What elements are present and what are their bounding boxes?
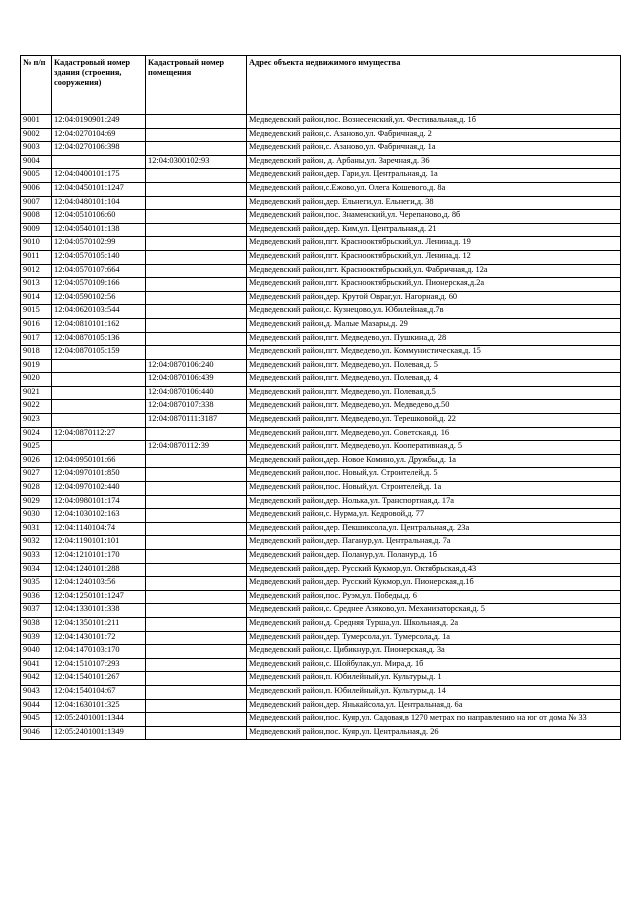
- cell-address: Медведевский район,дер. Нолька,ул. Транспортная,д. 17а: [247, 495, 621, 509]
- cell-premises-cadastral: [146, 617, 247, 631]
- table-row: [21, 427, 621, 441]
- cell-number: 9007: [21, 196, 52, 210]
- table-row: [21, 685, 621, 699]
- table-row: [21, 414, 621, 428]
- cell-number: 9020: [21, 373, 52, 387]
- cell-address: Медведевский район,пос. Новый,ул. Строителей,д. 1а: [247, 482, 621, 496]
- cell-number: 9001: [21, 115, 52, 129]
- cell-building-cadastral: [52, 400, 146, 414]
- cell-premises-cadastral: [146, 169, 247, 183]
- table-row: [21, 645, 621, 659]
- cell-number: 9021: [21, 386, 52, 400]
- cell-building-cadastral: 12:04:0270104:69: [52, 128, 146, 142]
- cell-number: 9003: [21, 142, 52, 156]
- cell-number: 9008: [21, 210, 52, 224]
- cell-number: 9042: [21, 672, 52, 686]
- cell-premises-cadastral: [146, 645, 247, 659]
- cell-premises-cadastral: [146, 726, 247, 740]
- cell-number: 9005: [21, 169, 52, 183]
- cell-number: 9037: [21, 604, 52, 618]
- cell-number: 9009: [21, 223, 52, 237]
- header-premises-cadastral: Кадастровый номер помещения: [146, 56, 247, 115]
- cell-number: 9017: [21, 332, 52, 346]
- cell-building-cadastral: 12:04:0570102:99: [52, 237, 146, 251]
- cell-number: 9002: [21, 128, 52, 142]
- cell-address: Медведевский район,пгт. Медведево,ул. Терешковой,д. 22: [247, 414, 621, 428]
- cell-premises-cadastral: [146, 713, 247, 727]
- cell-premises-cadastral: 12:04:0870111:3187: [146, 414, 247, 428]
- cell-address: Медведевский район,пгт. Медведево,ул. Кооперативная,д. 5: [247, 441, 621, 455]
- cell-number: 9046: [21, 726, 52, 740]
- cell-address: Медведевский район,п. Юбилейный,ул. Культуры,д. 14: [247, 685, 621, 699]
- cell-building-cadastral: 12:04:1630101:325: [52, 699, 146, 713]
- cell-premises-cadastral: [146, 210, 247, 224]
- cell-number: 9036: [21, 590, 52, 604]
- table-row: [21, 332, 621, 346]
- cell-address: Медведевский район,пгт. Медведево,ул. Советская,д. 16: [247, 427, 621, 441]
- cell-address: Медведевский район,дер. Русский Кукмор,ул. Октябрьская,д.43: [247, 563, 621, 577]
- cell-building-cadastral: [52, 414, 146, 428]
- cell-number: 9016: [21, 318, 52, 332]
- table-row: [21, 142, 621, 156]
- cell-address: Медведевский район,дер. Ким,ул. Центральная,д. 21: [247, 223, 621, 237]
- cell-building-cadastral: 12:04:0510106:60: [52, 210, 146, 224]
- cell-premises-cadastral: [146, 536, 247, 550]
- cell-premises-cadastral: [146, 291, 247, 305]
- cell-address: Медведевский район,с. Азаново,ул. Фабричная,д. 1а: [247, 142, 621, 156]
- cell-premises-cadastral: [146, 142, 247, 156]
- cell-premises-cadastral: [146, 604, 247, 618]
- cell-premises-cadastral: [146, 672, 247, 686]
- cell-address: Медведевский район,дер. Поланур,ул. Поланур,д. 1б: [247, 550, 621, 564]
- table-row: [21, 726, 621, 740]
- cell-number: 9018: [21, 346, 52, 360]
- cell-address: Медведевский район,дер. Янькайсола,ул. Центральная,д. 6а: [247, 699, 621, 713]
- table-row: [21, 536, 621, 550]
- table-row: [21, 509, 621, 523]
- table-row: [21, 278, 621, 292]
- table-row: [21, 318, 621, 332]
- cell-building-cadastral: 12:04:0570105:140: [52, 250, 146, 264]
- cell-premises-cadastral: [146, 631, 247, 645]
- cell-building-cadastral: 12:04:1190101:101: [52, 536, 146, 550]
- cell-number: 9041: [21, 658, 52, 672]
- cell-premises-cadastral: 12:04:0870106:240: [146, 359, 247, 373]
- cell-address: Медведевский район,пгт. Краснооктябрьский,ул. Ленина,д. 19: [247, 237, 621, 251]
- table-row: [21, 482, 621, 496]
- table-row: [21, 223, 621, 237]
- cell-premises-cadastral: [146, 495, 247, 509]
- cell-address: Медведевский район,с.Ежово,ул. Олега Кошевого,д. 8а: [247, 182, 621, 196]
- cell-premises-cadastral: 12:04:0870112:39: [146, 441, 247, 455]
- cell-premises-cadastral: [146, 468, 247, 482]
- cell-address: Медведевский район,пгт. Краснооктябрьский,ул. Фабричная,д. 12а: [247, 264, 621, 278]
- cell-number: 9040: [21, 645, 52, 659]
- cell-number: 9034: [21, 563, 52, 577]
- cell-building-cadastral: 12:04:1350101:211: [52, 617, 146, 631]
- cell-address: Медведевский район,пгт. Краснооктябрьский,ул. Пионерская,д.2а: [247, 278, 621, 292]
- cell-premises-cadastral: [146, 685, 247, 699]
- table-row: [21, 386, 621, 400]
- cell-address: Медведевский район,дер. Новое Комино,ул. Дружбы,д. 1а: [247, 454, 621, 468]
- cell-address: Медведевский район,с. Азаново,ул. Фабричная,д. 2: [247, 128, 621, 142]
- cell-address: Медведевский район,с. Шойбулак,ул. Мира,д. 1б: [247, 658, 621, 672]
- cell-address: Медведевский район,дер. Крутой Овраг,ул. Нагорная,д. 60: [247, 291, 621, 305]
- table-row: [21, 250, 621, 264]
- cell-building-cadastral: [52, 441, 146, 455]
- cell-address: Медведевский район,дер. Тумерсола,ул. Тумерсола,д. 1а: [247, 631, 621, 645]
- cell-premises-cadastral: [146, 509, 247, 523]
- table-row: [21, 115, 621, 129]
- table-row: [21, 155, 621, 169]
- cell-number: 9014: [21, 291, 52, 305]
- cell-premises-cadastral: [146, 346, 247, 360]
- cell-address: Медведевский район,пос. Куяр,ул. Центральная,д. 26: [247, 726, 621, 740]
- header-address: Адрес объекта недвижимого имущества: [247, 56, 621, 115]
- cell-building-cadastral: [52, 155, 146, 169]
- cell-building-cadastral: 12:04:0950101:66: [52, 454, 146, 468]
- cell-address: Медведевский район,пгт. Медведево,ул. Полевая,д.5: [247, 386, 621, 400]
- cell-building-cadastral: 12:04:0620103:544: [52, 305, 146, 319]
- cell-premises-cadastral: 12:04:0870106:439: [146, 373, 247, 387]
- cell-building-cadastral: 12:04:1510107:293: [52, 658, 146, 672]
- cell-building-cadastral: 12:04:1430101:72: [52, 631, 146, 645]
- cell-premises-cadastral: [146, 577, 247, 591]
- cell-premises-cadastral: [146, 332, 247, 346]
- cell-building-cadastral: 12:04:0870105:159: [52, 346, 146, 360]
- cell-number: 9044: [21, 699, 52, 713]
- cell-number: 9039: [21, 631, 52, 645]
- cell-building-cadastral: [52, 359, 146, 373]
- cell-building-cadastral: 12:04:1140104:74: [52, 522, 146, 536]
- cell-premises-cadastral: 12:04:0300102:93: [146, 155, 247, 169]
- cell-address: Медведевский район,с. Кузнецово,ул. Юбилейная,д.7в: [247, 305, 621, 319]
- table-row: [21, 631, 621, 645]
- cell-premises-cadastral: 12:04:0870106:440: [146, 386, 247, 400]
- cell-premises-cadastral: [146, 223, 247, 237]
- cell-address: Медведевский район,пгт. Медведево,ул. Полевая,д. 4: [247, 373, 621, 387]
- cell-building-cadastral: 12:04:1240103:56: [52, 577, 146, 591]
- header-building-cadastral: Кадастровый номер здания (строения, сооружения): [52, 56, 146, 115]
- cell-building-cadastral: 12:04:1030102:163: [52, 509, 146, 523]
- cell-premises-cadastral: [146, 590, 247, 604]
- property-registry-table: [20, 55, 621, 740]
- cell-address: Медведевский район,дер. Русский Кукмор,ул. Пионерская,д.1б: [247, 577, 621, 591]
- cell-address: Медведевский район, д. Арбаны,ул. Заречная,д. 36: [247, 155, 621, 169]
- cell-building-cadastral: 12:04:0870105:136: [52, 332, 146, 346]
- table-row: [21, 400, 621, 414]
- cell-premises-cadastral: [146, 427, 247, 441]
- cell-building-cadastral: 12:04:0540101:138: [52, 223, 146, 237]
- table-row: [21, 210, 621, 224]
- cell-address: Медведевский район,с. Нурма,ул. Кедровой,д. 77: [247, 509, 621, 523]
- cell-number: 9004: [21, 155, 52, 169]
- cell-building-cadastral: 12:04:1330101:338: [52, 604, 146, 618]
- table-row: [21, 550, 621, 564]
- cell-premises-cadastral: [146, 658, 247, 672]
- cell-building-cadastral: 12:04:0870112:27: [52, 427, 146, 441]
- table-row: [21, 522, 621, 536]
- cell-number: 9022: [21, 400, 52, 414]
- cell-number: 9006: [21, 182, 52, 196]
- table-header-row: [21, 56, 621, 115]
- cell-number: 9032: [21, 536, 52, 550]
- cell-number: 9010: [21, 237, 52, 251]
- table-row: [21, 495, 621, 509]
- cell-number: 9024: [21, 427, 52, 441]
- cell-address: Медведевский район,пгт. Медведево,ул. Полевая,д. 5: [247, 359, 621, 373]
- cell-number: 9011: [21, 250, 52, 264]
- cell-premises-cadastral: [146, 264, 247, 278]
- table-row: [21, 169, 621, 183]
- cell-number: 9027: [21, 468, 52, 482]
- table-row: [21, 672, 621, 686]
- cell-address: Медведевский район,пгт. Краснооктябрьский,ул. Ленина,д. 12: [247, 250, 621, 264]
- cell-premises-cadastral: [146, 305, 247, 319]
- cell-premises-cadastral: [146, 318, 247, 332]
- cell-number: 9045: [21, 713, 52, 727]
- cell-building-cadastral: 12:04:0970101:850: [52, 468, 146, 482]
- cell-number: 9038: [21, 617, 52, 631]
- table-row: [21, 617, 621, 631]
- cell-premises-cadastral: [146, 128, 247, 142]
- cell-building-cadastral: [52, 386, 146, 400]
- cell-address: Медведевский район,пгт. Медведево,ул. Коммунистическая,д. 15: [247, 346, 621, 360]
- cell-building-cadastral: 12:05:2401001:1349: [52, 726, 146, 740]
- cell-address: Медведевский район,пос. Руэм,ул. Победы,д. 6: [247, 590, 621, 604]
- cell-number: 9025: [21, 441, 52, 455]
- table-row: [21, 604, 621, 618]
- table-row: [21, 237, 621, 251]
- table-row: [21, 713, 621, 727]
- cell-address: Медведевский район,пгт. Медведево,ул. Медведево,д.50: [247, 400, 621, 414]
- cell-premises-cadastral: [146, 250, 247, 264]
- table-row: [21, 658, 621, 672]
- cell-number: 9043: [21, 685, 52, 699]
- cell-address: Медведевский район,пос. Вознесенский,ул. Фестивальная,д. 1б: [247, 115, 621, 129]
- cell-building-cadastral: 12:04:1470103:170: [52, 645, 146, 659]
- cell-building-cadastral: 12:04:0570109:166: [52, 278, 146, 292]
- cell-premises-cadastral: [146, 196, 247, 210]
- table-row: [21, 441, 621, 455]
- cell-premises-cadastral: [146, 550, 247, 564]
- cell-number: 9029: [21, 495, 52, 509]
- cell-address: Медведевский район,дер. Гари,ул. Центральная,д. 1а: [247, 169, 621, 183]
- cell-building-cadastral: 12:04:1210101:170: [52, 550, 146, 564]
- cell-building-cadastral: [52, 373, 146, 387]
- table-row: [21, 182, 621, 196]
- table-row: [21, 454, 621, 468]
- table-row: [21, 196, 621, 210]
- cell-address: Медведевский район,с. Цибикнур,ул. Пионерская,д. 3а: [247, 645, 621, 659]
- cell-address: Медведевский район,дер. Ельнеги,ул. Ельнеги,д. 38: [247, 196, 621, 210]
- cell-number: 9026: [21, 454, 52, 468]
- cell-number: 9013: [21, 278, 52, 292]
- table-row: [21, 373, 621, 387]
- cell-number: 9030: [21, 509, 52, 523]
- cell-premises-cadastral: 12:04:0870107:338: [146, 400, 247, 414]
- cell-building-cadastral: 12:04:1240101:288: [52, 563, 146, 577]
- cell-building-cadastral: 12:04:0450101:1247: [52, 182, 146, 196]
- cell-address: Медведевский район,дер. Паганур,ул. Центральная,д. 7а: [247, 536, 621, 550]
- cell-building-cadastral: 12:04:0190901:249: [52, 115, 146, 129]
- table-row: [21, 699, 621, 713]
- cell-building-cadastral: 12:04:0570107:664: [52, 264, 146, 278]
- table-row: [21, 577, 621, 591]
- cell-building-cadastral: 12:04:0980101:174: [52, 495, 146, 509]
- cell-address: Медведевский район,п. Юбилейный,ул. Культуры,д. 1: [247, 672, 621, 686]
- cell-address: Медведевский район,пгт. Медведево,ул. Пушкина,д. 28: [247, 332, 621, 346]
- cell-number: 9031: [21, 522, 52, 536]
- cell-premises-cadastral: [146, 699, 247, 713]
- table-row: [21, 264, 621, 278]
- cell-address: Медведевский район,пос. Знаменский,ул. Черепаново,д. 8б: [247, 210, 621, 224]
- cell-address: Медведевский район,пос. Куяр,ул. Садовая,в 1270 метрах по направлению на юг от дома № 33: [247, 713, 621, 727]
- table-row: [21, 346, 621, 360]
- cell-premises-cadastral: [146, 454, 247, 468]
- cell-number: 9012: [21, 264, 52, 278]
- cell-address: Медведевский район,пос. Новый,ул. Строителей,д. 5: [247, 468, 621, 482]
- cell-premises-cadastral: [146, 563, 247, 577]
- cell-premises-cadastral: [146, 237, 247, 251]
- cell-building-cadastral: 12:04:1540101:267: [52, 672, 146, 686]
- table-row: [21, 359, 621, 373]
- table-row: [21, 128, 621, 142]
- header-number: № п/п: [21, 56, 52, 115]
- table-row: [21, 468, 621, 482]
- cell-building-cadastral: 12:04:0480101:104: [52, 196, 146, 210]
- cell-number: 9033: [21, 550, 52, 564]
- cell-building-cadastral: 12:04:0810101:162: [52, 318, 146, 332]
- cell-address: Медведевский район,дер. Пекшиксола,ул. Центральная,д. 23а: [247, 522, 621, 536]
- cell-number: 9028: [21, 482, 52, 496]
- table-row: [21, 590, 621, 604]
- cell-premises-cadastral: [146, 278, 247, 292]
- cell-building-cadastral: 12:04:1540104:67: [52, 685, 146, 699]
- cell-building-cadastral: 12:04:0270106:398: [52, 142, 146, 156]
- cell-building-cadastral: 12:04:0400101:175: [52, 169, 146, 183]
- cell-premises-cadastral: [146, 482, 247, 496]
- cell-premises-cadastral: [146, 522, 247, 536]
- cell-address: Медведевский район,с. Среднее Азяково,ул. Механизаторская,д. 5: [247, 604, 621, 618]
- cell-number: 9015: [21, 305, 52, 319]
- cell-address: Медведевский район,д. Средняя Турша,ул. Школьная,д. 2а: [247, 617, 621, 631]
- cell-building-cadastral: 12:04:0590102:56: [52, 291, 146, 305]
- table-row: [21, 563, 621, 577]
- table-row: [21, 291, 621, 305]
- cell-number: 9019: [21, 359, 52, 373]
- cell-building-cadastral: 12:04:0970102:440: [52, 482, 146, 496]
- cell-number: 9035: [21, 577, 52, 591]
- cell-number: 9023: [21, 414, 52, 428]
- cell-building-cadastral: 12:05:2401001:1344: [52, 713, 146, 727]
- cell-address: Медведевский район,д. Малые Мазары,д. 29: [247, 318, 621, 332]
- cell-premises-cadastral: [146, 182, 247, 196]
- cell-building-cadastral: 12:04:1250101:1247: [52, 590, 146, 604]
- cell-premises-cadastral: [146, 115, 247, 129]
- table-row: [21, 305, 621, 319]
